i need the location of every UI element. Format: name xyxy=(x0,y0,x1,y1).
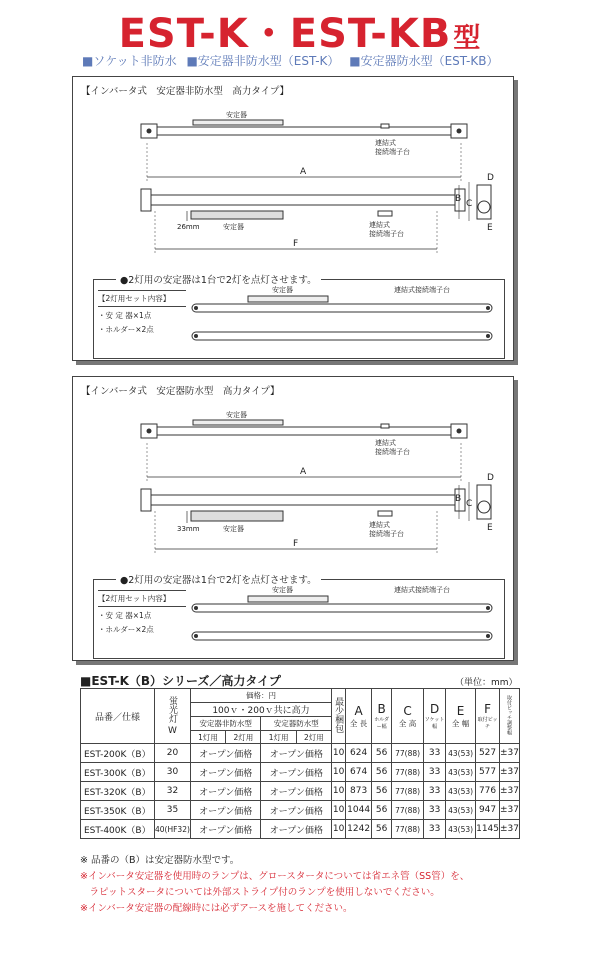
gap-label: 26mm xyxy=(177,223,200,231)
unit-label: （単位：mm） xyxy=(455,678,518,688)
two-lamp-heading: ●2灯用の安定器は1台で2灯を点灯させます。 xyxy=(116,572,321,586)
label-ballast: 安定器 xyxy=(226,411,247,419)
col-non-waterproof: 安定器非防水型 xyxy=(190,717,261,731)
subtitle-item: ■安定器防水型（EST-KB） xyxy=(349,54,499,68)
table-row: EST-300K（B） 30 オープン価格 オープン価格 10 674 56 77(88) 33 43(53) 577 ±37 xyxy=(81,763,520,782)
two-lamp-heading: ●2灯用の安定器は1台で2灯を点灯させます。 xyxy=(116,272,321,286)
note: ※ 品番の（B）は安定器防水型です。 xyxy=(80,855,240,866)
panel-title: 【インバータ式 安定器防水型 高力タイプ】 xyxy=(81,386,280,397)
diagram-panel-2 xyxy=(72,376,514,661)
two-lamp-diagram xyxy=(188,580,508,658)
col-e: E 全 幅 xyxy=(446,689,476,744)
label-terminal-1: 連結式 xyxy=(375,139,396,147)
title-suffix: 型 xyxy=(453,23,482,54)
set-title: 【2灯用セット内容】 xyxy=(98,290,186,307)
two-lamp-terminal: 連結式接続端子台 xyxy=(394,286,450,294)
label-terminal-2: 接続端子台 xyxy=(375,148,410,156)
two-lamp-terminal: 連結式接続端子台 xyxy=(394,586,450,594)
subtitle-item: ■安定器非防水型（EST-K） xyxy=(186,54,340,68)
label-ballast-side: 安定器 xyxy=(223,223,244,231)
col-d: D ソケット幅 xyxy=(424,689,446,744)
label-terminal-side-1: 連結式 xyxy=(369,221,390,229)
dim-d: D xyxy=(487,473,494,483)
col-voltage: 100ｖ・200ｖ共に高力 xyxy=(190,703,331,717)
table-row: EST-350K（B） 35 オープン価格 オープン価格 10 1044 56 77(88) 33 43(53) 947 ±37 xyxy=(81,801,520,820)
title-main: EST-K・EST-KB xyxy=(118,11,452,57)
gap-label: 33mm xyxy=(177,525,200,533)
set-item: ・安 定 器×1点 xyxy=(98,311,152,320)
note: ラピットスタータについては外部ストライプ付のランプを使用しないでください。 xyxy=(80,887,440,898)
two-lamp-ballast: 安定器 xyxy=(272,586,293,594)
ballast-side xyxy=(191,211,283,219)
set-item: ・ホルダー×2点 xyxy=(98,325,154,334)
page-title xyxy=(0,2,600,59)
dim-a: A xyxy=(300,467,307,477)
note: ※インバータ安定器を使用時のランプは、グロースタータについては省エネ管（SS管）を、 xyxy=(80,871,470,882)
svg-text:接続端子台: 接続端子台 xyxy=(369,530,404,538)
col-one-lamp: 1灯用 xyxy=(261,731,296,744)
col-two-lamp: 2灯用 xyxy=(226,731,261,744)
col-price: 価格：円 xyxy=(190,689,331,703)
dim-c: C xyxy=(466,199,473,209)
svg-text:安定器: 安定器 xyxy=(223,525,244,533)
label-ballast: 安定器 xyxy=(226,111,247,119)
set-title: 【2灯用セット内容】 xyxy=(98,590,186,607)
ballast-top xyxy=(193,120,283,125)
dim-e: E xyxy=(487,223,493,233)
dim-f: F xyxy=(293,539,299,549)
col-a: A 全 長 xyxy=(346,689,372,744)
diagram-panel-1 xyxy=(72,76,514,361)
svg-text:連結式: 連結式 xyxy=(375,439,396,447)
col-b: B ホルダー幅 xyxy=(372,689,392,744)
table-row: EST-400K（B） 40(HF32) オープン価格 オープン価格 10 1242 56 77(88) 33 43(53) 1145 ±37 xyxy=(81,820,520,839)
set-contents xyxy=(98,290,186,335)
two-lamp-ballast: 安定器 xyxy=(272,286,293,294)
dim-c: C xyxy=(466,499,473,509)
col-lamp: 蛍光灯 W xyxy=(155,689,191,744)
spec-table xyxy=(80,688,520,839)
lamp-tube xyxy=(151,127,457,135)
dim-e: E xyxy=(487,523,493,533)
table-row: EST-320K（B） 32 オープン価格 オープン価格 10 873 56 77(88) 33 43(53) 776 ±37 xyxy=(81,782,520,801)
svg-text:連結式: 連結式 xyxy=(369,521,390,529)
label-terminal-side-2: 接続端子台 xyxy=(369,230,404,238)
set-item: ・ホルダー×2点 xyxy=(98,625,154,634)
col-waterproof: 安定器防水型 xyxy=(261,717,332,731)
notes xyxy=(80,853,469,917)
lamp-side xyxy=(145,195,461,205)
two-lamp-box xyxy=(93,275,505,359)
two-lamp-diagram xyxy=(188,280,508,358)
dim-d: D xyxy=(487,173,494,183)
table-row: EST-200K（B） 20 オープン価格 オープン価格 10 624 56 77(88) 33 43(53) 527 ±37 xyxy=(81,744,520,763)
col-two-lamp: 2灯用 xyxy=(296,731,331,744)
col-tol: 取付ピッチ調整幅 xyxy=(500,689,520,744)
panel-title: 【インバータ式 安定器非防水型 高力タイプ】 xyxy=(81,86,289,97)
set-contents xyxy=(98,590,186,635)
col-f: F 取付ピッチ xyxy=(476,689,500,744)
subtitle-item: ■ソケット非防水 xyxy=(82,54,177,68)
col-one-lamp: 1灯用 xyxy=(190,731,225,744)
table-heading: ■EST-K（B）シリーズ／高力タイプ xyxy=(80,674,281,688)
col-c: C 全 高 xyxy=(392,689,424,744)
dim-b: B xyxy=(455,194,462,204)
set-item: ・安 定 器×1点 xyxy=(98,611,152,620)
dim-f: F xyxy=(293,239,299,249)
two-lamp-box xyxy=(93,575,505,659)
dim-b: B xyxy=(455,494,462,504)
subtitle xyxy=(82,52,504,69)
svg-text:接続端子台: 接続端子台 xyxy=(375,448,410,456)
note: ※インバータ安定器の配線時には必ずアースを施してください。 xyxy=(80,903,353,914)
col-model: 品番／仕様 xyxy=(81,689,155,744)
col-pack: 最少梱包 xyxy=(332,689,346,744)
dim-a: A xyxy=(300,167,307,177)
